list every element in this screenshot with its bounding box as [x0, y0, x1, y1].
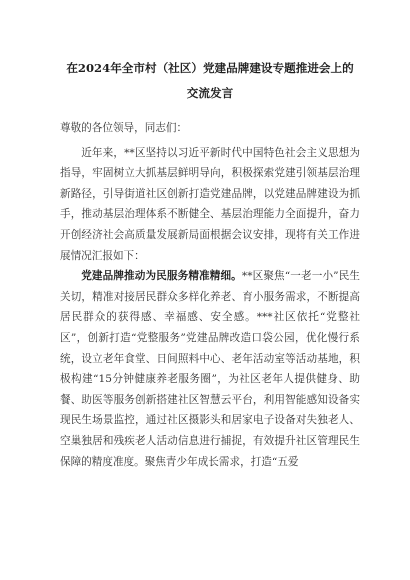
document-title: 在2024年全市村（社区）党建品牌建设专题推进会上的交流发言 [66, 61, 354, 100]
paragraph-intro: 近年来，**区坚持以习近平新时代中国特色社会主义思想为指导，牢固树立大抓基层鲜明导向，积极探索党建引领基层治理新路径，引导街道社区创新打造党建品牌，以党建品牌建设为抓手，推动基层治理体系不断健全、基层治理能力全面提升，奋力开创经济社会高质量发展新局面根据会议安排，现将有关工作进展情况汇报如下： [60, 146, 360, 262]
salutation: 尊敬的各位领导，同志们： [60, 122, 188, 134]
paragraph-service-body: **区聚焦“一老一小”民生关切，精准对接居民群众多样化养老、育小服务需求，不断提高居民群众的获得感、幸福感、安全感。***社区依托“党整社区”，创新打造“党整服务”党建品牌改造口袋公园，优化慢行系统，设立老年食堂、日间照料中心、老年活动室等活动基地，积极构建“15分钟健康养老服务圈”，为社区老年人提供健身、助餐、助医等服务创新搭建社区智慧云平台，利用智能感知设备实现民生场景监控，通过社区摄影头和居家电子设备对失独老人、空巢独居和残疾老人活动信息进行捕捉，有效提升社区管理民生保障的精度准度。聚焦青少年成长需求，打造“五爱 [60, 270, 360, 468]
paragraph-lead-heading: 党建品牌推动为民服务精准精细。 [81, 270, 242, 283]
paragraph-service [60, 266, 360, 472]
document-body [60, 118, 360, 472]
